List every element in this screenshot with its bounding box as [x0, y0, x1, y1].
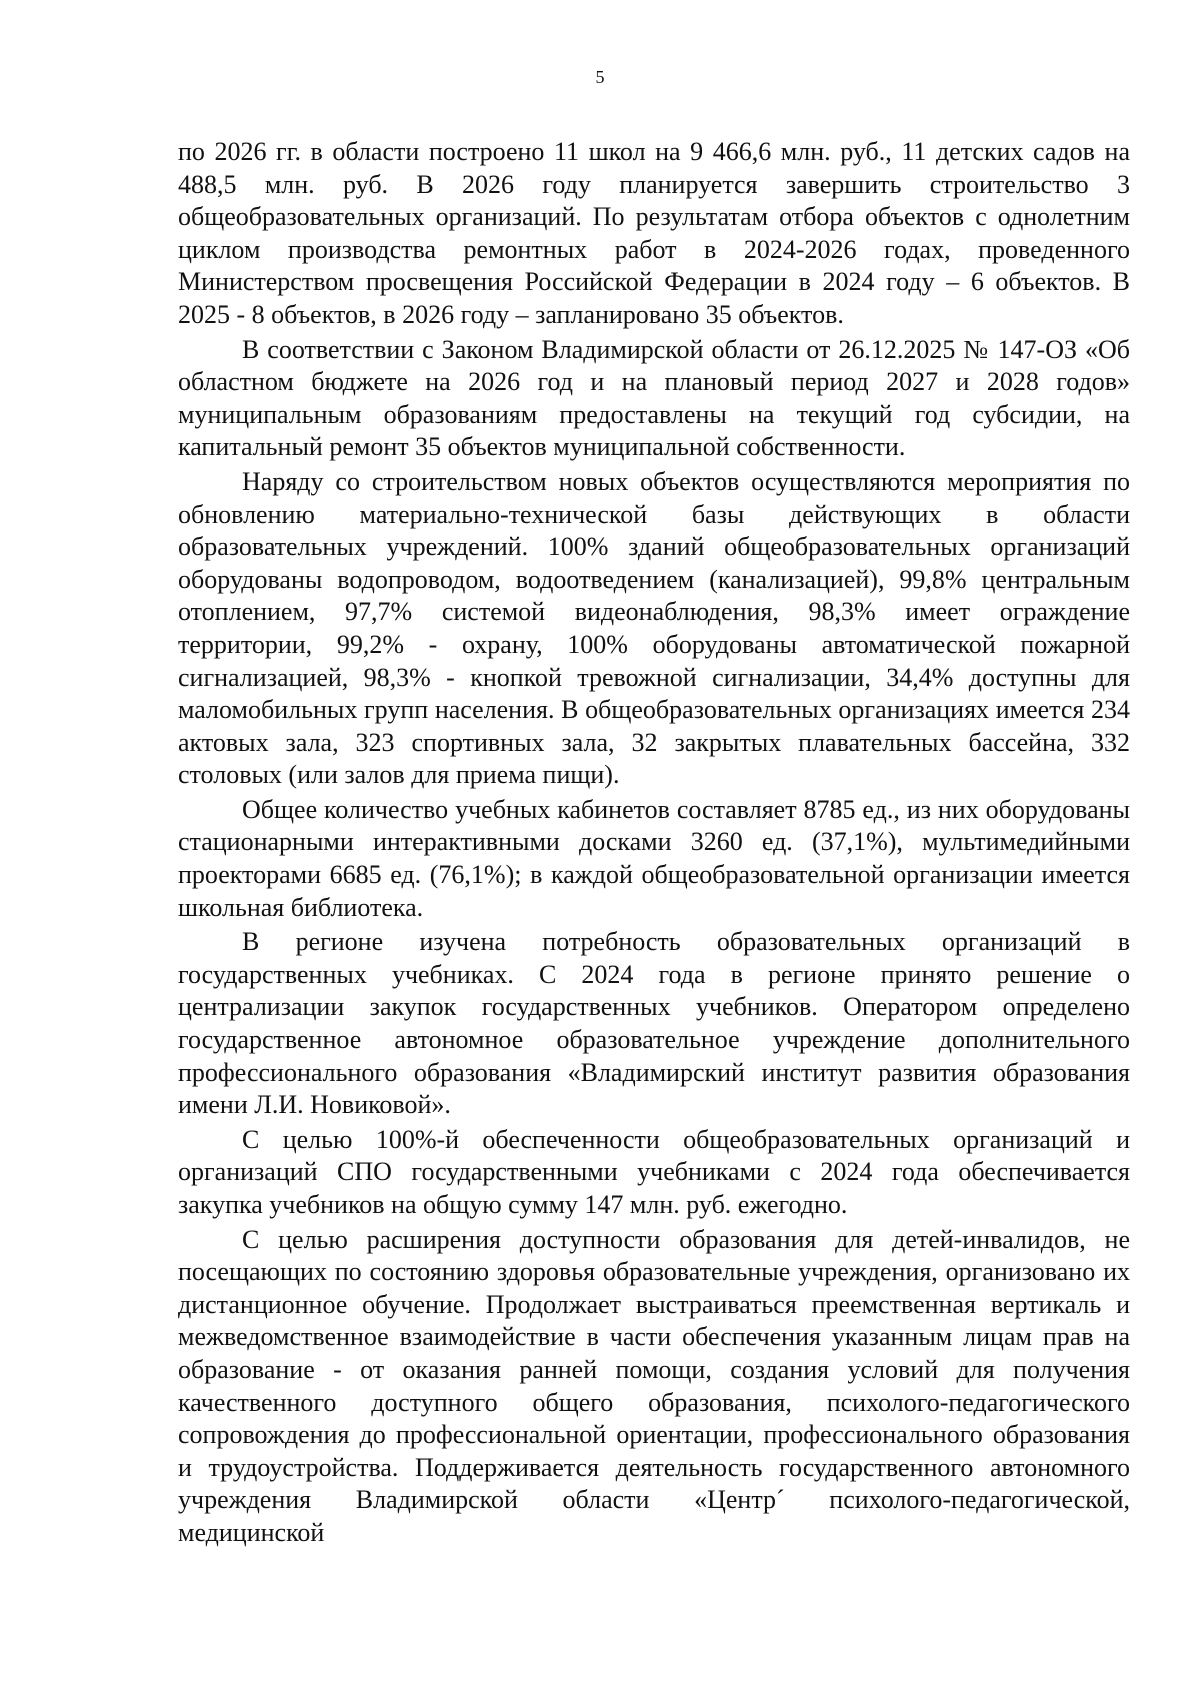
- document-body: [178, 136, 1130, 1552]
- paragraph-classrooms: Общее количество учебных кабинетов составляет 8785 ед., из них оборудованы стационарными интерактивными досками 3260 ед. (37,1%), мультимедийными проекторами 6685 ед. (76,1%); в каждой общеобразовательной организации имеется школьная библиотека.: [178, 794, 1130, 922]
- page-number: 5: [595, 67, 605, 87]
- paragraph-material-base: Наряду со строительством новых объектов осуществляются мероприятия по обновлению материально-технической базы действующих в области образовательных учреждений. 100% зданий общеобразовательных организаций оборудованы водопроводом, водоотведением (канализацией), 99,8% центральным отоплением, 97,7% системой видеонаблюдения, 98,3% имеет ограждение территории, 99,2% - охрану, 100% оборудованы автоматической пожарной сигнализацией, 98,3% - кнопкой тревожной сигнализации, 34,4% доступны для маломобильных групп населения. В общеобразовательных организациях имеется 234 актовых зала, 323 спортивных зала, 32 закрытых плавательных бассейна, 332 столовых (или залов для приема пищи).: [178, 466, 1130, 790]
- paragraph-disabled-children: С целью расширения доступности образования для детей-инвалидов, не посещающих по состоянию здоровья образовательные учреждения, организовано их дистанционное обучение. Продолжает выстраиваться преемственная вертикаль и межведомственное взаимодействие в части обеспечения указанным лицам прав на образование - от оказания ранней помощи, создания условий для получения качественного доступного общего образования, психолого-педагогического сопровождения до профессиональной ориентации, профессионального образования и трудоустройства. Поддерживается деятельность государственного автономного учреждения Владимирской области «Центр´ психолого-педагогической, медицинской: [178, 1224, 1130, 1547]
- paragraph-construction: по 2026 гг. в области построено 11 школ на 9 466,6 млн. руб., 11 детских садов на 488,5 млн. руб. В 2026 году планируется завершить строительство 3 общеобразовательных организаций. По результатам отбора объектов с однолетним циклом производства ремонтных работ в 2024-2026 годах, проведенного Министерством просвещения Российской Федерации в 2024 году – 6 объектов. В 2025 - 8 объектов, в 2026 году – запланировано 35 объектов.: [178, 137, 1130, 329]
- paragraph-textbook-purchase: С целью 100%-й обеспеченности общеобразовательных организаций и организаций СПО государственными учебниками с 2024 года обеспечивается закупка учебников на общую сумму 147 млн. руб. ежегодно.: [178, 1124, 1130, 1219]
- paragraph-textbook-demand: В регионе изучена потребность образовательных организаций в государственных учебниках. С 2024 года в регионе принято решение о централизации закупок государственных учебников. Оператором определено государственное автономное образовательное учреждение дополнительного профессионального образования «Владимирский институт развития образования имени Л.И. Новиковой».: [178, 927, 1130, 1120]
- paragraph-budget-law: В соответствии с Законом Владимирской области от 26.12.2025 № 147-ОЗ «Об областном бюджете на 2026 год и на плановый период 2027 и 2028 годов» муниципальным образованиям предоставлены на текущий год субсидии, на капитальный ремонт 35 объектов муниципальной собственности.: [178, 334, 1130, 462]
